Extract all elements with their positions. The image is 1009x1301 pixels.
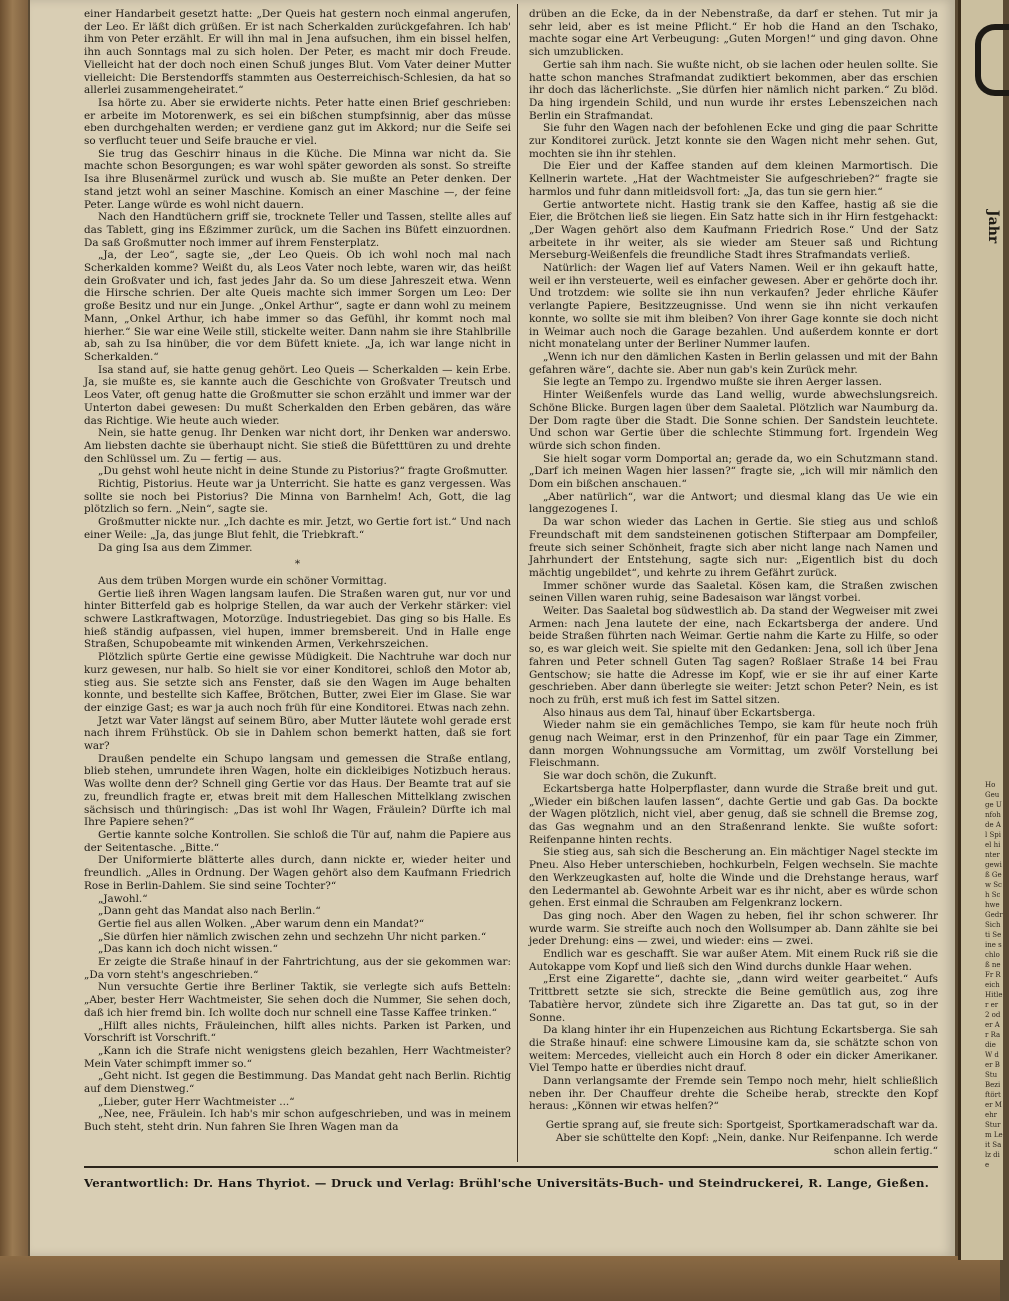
paragraph: „Du gehst wohl heute nicht in deine Stunde zu Pistorius?“ fragte Großmutter. bbox=[98, 465, 508, 478]
book-binding-bottom bbox=[0, 1256, 1000, 1301]
paragraph: Aus dem trüben Morgen wurde ein schöner Vormittag. bbox=[98, 574, 387, 587]
paragraph: Endlich war es geschafft. Sie war außer Atem. Mit einem Ruck riß sie die Autokappe vom Kopf und ließ sich den Wind durchs dunkle Haar wehen. bbox=[529, 948, 938, 973]
paragraph: „Jawohl.“ bbox=[98, 892, 148, 905]
paragraph: „Das kann ich doch nicht wissen.“ bbox=[98, 943, 278, 956]
section-separator: * bbox=[294, 558, 301, 571]
paragraph: Gertie kannte solche Kontrollen. Sie schloß die Tür auf, nahm die Papiere aus der Seitentasche. „Bitte.“ bbox=[84, 829, 511, 854]
paragraph: Sie hielt sogar vorm Domportal an; gerade da, wo ein Schutzmann stand. „Darf ich meinen Wagen hier lassen?“ fragte sie, „ich will mir nämlich den Dom ein bißchen anschauen.“ bbox=[529, 452, 938, 491]
paragraph: „Erst eine Zigarette“, dachte sie, „dann wird weiter gearbeitet.“ Aufs Trittbrett setzte sie sich, streckte die Beine gemütlich aus, zog ihre Tabatière hervor, zündete sich ihre Zigarette an. Das tat gut, so in der Sonne. bbox=[529, 973, 938, 1024]
paragraph: Isa stand auf, sie hatte genug gehört. Leo Queis — Scherkalden — kein Erbe. Ja, sie mußte es, sie kannte auch die Geschichte von Großvater Treutsch und Leos Vater, oft genug hatte die Großmutter sie schon erzählt und immer war der Unterton dabei gewesen: Du mußt Scherkalden den Erben gebären, das wäre das Richtige. Wie heute auch wieder. bbox=[84, 363, 511, 427]
story-column-left bbox=[84, 8, 511, 1134]
next-page-text-fragments: Ho Geuge Unfoh de Al Spiel hinter gewiß Gew Sch Schwe Gedr Sichti Seine schloß ne Fr Reich Hitler er 2 oder Ar Ra die W der B Stu Bezi ftörter Mehr Sturm Leit Salz die bbox=[985, 781, 1003, 1169]
paragraph: Die Eier und der Kaffee standen auf dem kleinen Marmortisch. Die Kellnerin wartete. „Hat der Wachtmeister Sie aufgeschrieben?“ fragte sie harmlos und fuhr dann mitleidsvoll fort: „Ja, das tun sie gern hier.“ bbox=[529, 160, 938, 198]
paragraph: Gertie sah ihm nach. Sie wußte nicht, ob sie lachen oder heulen sollte. Sie hatte schon manches Strafmandat zudiktiert bekommen, aber das erschien ihr doch das lächerlichste. „Sie dürfen hier nämlich nicht parken.“ Zu blöd. Da hing irgendein Schild, und nun wurde ihr erstes Lebenszeichen nach Berlin ein Strafmandat. bbox=[529, 58, 938, 122]
paragraph: Gertie fiel aus allen Wolken. „Aber warum denn ein Mandat?“ bbox=[98, 917, 425, 930]
paragraph: Weiter. Das Saaletal bog südwestlich ab. Da stand der Wegweiser mit zwei Armen: nach Jena lautete der eine, nach Eckartsberga der andere. Und beide Straßen führten nach Weimar. Gertie nahm die Karte zu Hilfe, so oder so, es war gleich weit. Sie spielte mit den Gedanken: Jena, soll ich über Jena fahren und Peter schnell Guten Tag sagen? Roßlaer Straße 14 bei Frau Gentschow; sie hatte die Adresse im Kopf, wie er sie ihr auf einer Karte geschrieben. Aber dann überlegte sie weiter: Jetzt schon Peter? Nein, es ist noch zu früh, erst muß ich fest im Sattel sitzen. bbox=[529, 605, 938, 706]
paragraph: Sie fuhr den Wagen nach der befohlenen Ecke und ging die paar Schritte zur Konditorei zurück. Jetzt konnte sie den Wagen nicht mehr sehen. Gut, mochten sie ihn ihr stehlen. bbox=[529, 122, 938, 160]
paragraph: „Wenn ich nur den dämlichen Kasten in Berlin gelassen und mit der Bahn gefahren wäre“, dachte sie. Aber nun gab's kein Zurück mehr. bbox=[529, 350, 938, 376]
paragraph: Natürlich: der Wagen lief auf Vaters Namen. Weil er ihn gekauft hatte, weil er ihn versteuerte, weil es einfacher gewesen. Aber er gehörte doch ihr. Und trotzdem: wie sollte sie ihn nun verkaufen? Jeder ehrliche Käufer verlangte Papiere, Besitzzeugnisse. Und wenn sie ihn nicht verkaufen konnte, wo sollte sie mit ihm bleiben? Von ihrer Gage konnte sie doch nicht in Weimar auch noch die Garage bezahlen. Und außerdem konnte er dort nicht monatelang unter der Berliner Nummer laufen. bbox=[529, 262, 938, 351]
paragraph: Draußen pendelte ein Schupo langsam und gemessen die Straße entlang, blieb stehen, umrundete ihren Wagen, holte ein dickleibiges Notizbuch heraus. Was wollte denn der? Schnell ging Gertie vor das Haus. Der Beamte trat auf sie zu, freundlich fragte er, etwas breit mit dem Halleschen Mittelklang zwischen sächsisch und thüringisch: „Das ist wohl Ihr Wagen, Fräulein? Dürfte ich mal Ihre Papiere sehen?“ bbox=[84, 752, 511, 829]
paragraph: Isa hörte zu. Aber sie erwiderte nichts. Peter hatte einen Brief geschrieben: er arbeite im Motorenwerk, es sei ein bißchen stumpfsinnig, aber das müsse eben durchgehalten werden; er verdiene ganz gut im Akkord; nur die Seife sei so verflucht teuer und Seife brauche er viel. bbox=[84, 96, 511, 148]
paragraph: Gertie antwortete nicht. Hastig trank sie den Kaffee, hastig aß sie die Eier, die Brötchen ließ sie liegen. Ein Satz hatte sich in ihr Hirn festgehackt: „Der Wagen gehört also dem Kaufmann Friedrich Rose.“ Und der Satz arbeitete in ihr weiter, als sie wieder am Steuer saß und Richtung Merseburg-Weißenfels die freundliche Stadt ihres Strafmandats verließ. bbox=[529, 198, 938, 262]
paragraph: Das ging noch. Aber den Wagen zu heben, fiel ihr schon schwerer. Ihr wurde warm. Sie streifte auch noch den Wollsumper ab. Dann zählte sie bei jeder Drehung: eins — zwei, und wieder: eins — zwei. bbox=[529, 909, 938, 948]
paragraph: Eckartsberga hatte Holperpflaster, dann wurde die Straße breit und gut. „Wieder ein bißchen laufen lassen“, dachte Gertie und gab Gas. Da bockte der Wagen plötzlich, nicht viel, aber genug, daß sie schnell die Bremse zog, das Gas wegnahm und an den Straßenrand lenkte. Sie wußte sofort: Reifenpanne hinten rechts. bbox=[529, 782, 938, 846]
paragraph: Sie stieg aus, sah sich die Bescherung an. Ein mächtiger Nagel steckte im Pneu. Also Heber unterschieben, hochkurbeln, Felgen wechseln. Sie machte den Werkzeugkasten auf, holte die Winde und die Drehstange heraus, warf den Ledermantel ab. Gewohnte Arbeit war es ihr nicht, aber es würde schon gehen. Erst einmal die Schrauben am Felgenkranz lockern. bbox=[529, 846, 938, 910]
paragraph: Der Uniformierte blätterte alles durch, dann nickte er, wieder heiter und freundlich. „Alles in Ordnung. Der Wagen gehört also dem Kaufmann Friedrich Rose in Berlin-Dahlem. Sie sind seine Tochter?“ bbox=[84, 854, 511, 892]
paragraph: Da war schon wieder das Lachen in Gertie. Sie stieg aus und schloß Freundschaft mit dem sandsteinenen gotischen Stifterpaar am Dompfeiler, freute sich seiner Schönheit, fragte sich aber nicht lange nach Namen und Jahrhundert der Entstehung, sagte sich nur: „Eigentlich bist du doch mächtig ungebildet“, und kehrte zu ihrem Gefährt zurück. bbox=[529, 516, 938, 579]
next-page-heading-fragment: Jahr bbox=[985, 210, 1001, 244]
next-page-masthead-fragment bbox=[975, 24, 1009, 96]
paragraph: Hinter Weißenfels wurde das Land wellig, wurde abwechslungsreich. Schöne Blicke. Burgen lagen über dem Saaletal. Plötzlich war Naumburg da. Der Dom ragte über die Stadt. Die Sonne schien. Der Sandstein leuchtete. Und schon war Gertie über die schlechte Stimmung fort. Irgendein Weg würde sich schon finden. bbox=[529, 389, 938, 452]
paragraph: Sie trug das Geschirr hinaus in die Küche. Die Minna war nicht da. Sie machte schon Besorgungen; es war wohl später geworden als sonst. So streifte Isa ihre Blusenärmel zurück und wusch ab. Sie mußte an Peter denken. Der stand jetzt wohl an seiner Maschine. Komisch an einer Maschine —, der feine Peter. Lange würde es wohl nicht dauern. bbox=[84, 147, 511, 211]
paragraph: Nach den Handtüchern griff sie, trocknete Teller und Tassen, stellte alles auf das Tablett, ging ins Eßzimmer zurück, um die Sachen ins Büfett einzuordnen. Da saß Großmutter noch immer auf ihrem Fensterplatz. bbox=[84, 211, 511, 249]
paragraph: „Kann ich die Strafe nicht wenigstens gleich bezahlen, Herr Wachtmeister? Mein Vater schimpft immer so.“ bbox=[84, 1044, 511, 1070]
paragraph: Er zeigte die Straße hinauf in der Fahrtrichtung, aus der sie gekommen war: „Da vorn steht's angeschrieben.“ bbox=[84, 956, 511, 981]
paragraph: drüben an die Ecke, da in der Nebenstraße, da darf er stehen. Tut mir ja sehr leid, aber es ist meine Pflicht.“ Er hob die Hand an den Tschako, machte sogar eine Art Verbeugung: „Guten Morgen!“ und ging davon. Ohne sich umzublicken. bbox=[529, 8, 938, 59]
paragraph: „Geht nicht. Ist gegen die Bestimmung. Das Mandat geht nach Berlin. Richtig auf dem Dienstweg.“ bbox=[84, 1070, 511, 1096]
column-divider bbox=[517, 4, 518, 1162]
paragraph: „Dann geht das Mandat also nach Berlin.“ bbox=[98, 905, 321, 918]
paragraph: Sie war doch schön, die Zukunft. bbox=[543, 770, 717, 783]
paragraph: Gertie ließ ihren Wagen langsam laufen. Die Straßen waren gut, nur vor und hinter Bitterfeld gab es holprige Stellen, da war auch der Verkehr stärker: viel schwere Lastkraftwagen, Motorzüge. Industriegebiet. Das ging so bis Halle. Es hieß ständig aufpassen, viel hupen, immer bremsbereit. Und in Halle enge Straßen, Schupobeamte mit winkenden Armen, Verkehrszeichen. bbox=[84, 587, 511, 651]
book-binding-left bbox=[0, 0, 28, 1301]
paragraph: Da klang hinter ihr ein Hupenzeichen aus Richtung Eckartsberga. Sie sah die Straße hinauf: eine schwere Limousine kam da, sie schätzte schon von weitem: Mercedes, vielleicht auch ein Horch 8 oder ein dicker Amerikaner. Viel Tempo hatte er überdies nicht drauf. bbox=[529, 1024, 938, 1075]
paragraph: „Sie dürfen hier nämlich zwischen zehn und sechzehn Uhr nicht parken.“ bbox=[98, 930, 487, 943]
paragraph: einer Handarbeit gesetzt hatte: „Der Queis hat gestern noch einmal angerufen, der Leo. Er läßt dich grüßen. Er ist nach Scherkalden zurückgefahren. Ich hab' ihm von Peter erzählt. Er will ihn mal in Jena aufsuchen, ihm ein bissel helfen, ihn auch Sonntags mal zu sich holen. Der Peter, es macht mir doch Freude. Vielleicht hat der doch noch einen Schuß junges Blut. Vom Vater deiner Mutter vielleicht: Die Berstendorffs stammten aus Oesterreichisch-Schlesien, da hat so allerlei zusammengeheiratet.“ bbox=[84, 8, 511, 97]
paragraph: Großmutter nickte nur. „Ich dachte es mir. Jetzt, wo Gertie fort ist.“ Und nach einer Weile: „Ja, das junge Blut fehlt, die Triebkraft.“ bbox=[84, 516, 511, 541]
paragraph: Plötzlich spürte Gertie eine gewisse Müdigkeit. Die Nachtruhe war doch nur kurz gewesen, nur halb. So hielt sie vor einer Konditorei, schloß den Motor ab, stieg aus. Sie setzte sich ans Fenster, daß sie den Wagen im Auge behalten konnte, und bestellte sich Kaffee, Brötchen, Butter, zwei Eier im Glase. Sie war der einzige Gast; es war ja auch noch früh für eine Konditorei. Etwas nach zehn. bbox=[84, 651, 511, 714]
imprint-footer: Verantwortlich: Dr. Hans Thyriot. — Druck und Verlag: Brühl'sche Universitäts-Buch- und Steindruckerei, R. Lange, Gießen. bbox=[84, 1176, 930, 1190]
next-page-edge bbox=[958, 0, 1003, 1260]
paragraph: Sie legte an Tempo zu. Irgendwo mußte sie ihren Aerger lassen. bbox=[543, 376, 882, 389]
paragraph: „Ja, der Leo“, sagte sie, „der Leo Queis. Ob ich wohl noch mal nach Scherkalden komme? Weißt du, als Leos Vater noch lebte, waren wir, das heißt dein Großvater und ich, fast jedes Jahr da. So um diese Jahreszeit etwa. Wenn die Hirsche schrien. Der alte Queis machte sich immer Sorgen um Leo: Der große Besitz und nur ein Junge. „Onkel Arthur“, sagte er dann wohl zu meinem Mann, „Onkel Arthur, ich habe immer so das Gefühl, ihr kommt noch mal hierher.“ Sie war eine Weile still, stickelte weiter. Dann nahm sie ihre Stahlbrille ab, sah zu Isa hinüber, die vor dem Büfett kniete. „Ja, ich war lange nicht in Scherkalden.“ bbox=[84, 249, 511, 363]
paragraph: Nun versuchte Gertie ihre Berliner Taktik, sie verlegte sich aufs Betteln: „Aber, bester Herr Wachtmeister, Sie sehen doch die Nummer, Sie sehen doch, daß ich hier fremd bin. Ich wollte doch nur schnell eine Tasse Kaffee trinken.“ bbox=[84, 981, 511, 1019]
paragraph: Dann verlangsamte der Fremde sein Tempo noch mehr, hielt schließlich neben ihr. Der Chauffeur drehte die Scheibe herab, streckte den Kopf heraus: „Können wir etwas helfen?“ bbox=[529, 1075, 938, 1113]
paragraph: Nein, sie hatte genug. Ihr Denken war nicht dort, ihr Denken war anderswo. Am liebsten dachte sie überhaupt nicht. Sie stieß die Büfetttüren zu und drehte den Schlüssel um. Zu — fertig — aus. bbox=[84, 427, 511, 465]
footer-divider bbox=[84, 1166, 938, 1168]
paragraph: Da ging Isa aus dem Zimmer. bbox=[98, 541, 253, 554]
paragraph: Also hinaus aus dem Tal, hinauf über Eckartsberga. bbox=[543, 706, 816, 719]
paragraph: „Lieber, guter Herr Wachtmeister ...“ bbox=[98, 1095, 295, 1108]
story-column-right bbox=[529, 8, 938, 1157]
paragraph: „Aber natürlich“, war die Antwort; und diesmal klang das Ue wie ein langgezogenes I. bbox=[529, 490, 938, 516]
paragraph: Richtig, Pistorius. Heute war ja Unterricht. Sie hatte es ganz vergessen. Was sollte sie noch bei Pistorius? Die Minna von Barnhelm! Ach, Gott, die lag plötzlich so fern. „Nein“, sagte sie. bbox=[84, 478, 511, 516]
paragraph: Immer schöner wurde das Saaletal. Kösen kam, die Straßen zwischen seinen Villen waren ruhig, seine Badesaison war längst vorbei. bbox=[529, 579, 938, 605]
paragraph: Jetzt war Vater längst auf seinem Büro, aber Mutter läutete wohl gerade erst nach ihrem Frühstück. Ob sie in Dahlem schon bemerkt hatten, daß sie fort war? bbox=[84, 714, 511, 753]
paragraph: Wieder nahm sie ein gemächliches Tempo, sie kam für heute noch früh genug nach Weimar, erst in den Prinzenhof, für ein paar Tage ein Zimmer, dann morgen Wohnungssuche am Vormittag, um zwölf Vorstellung bei Fleischmann. bbox=[529, 719, 938, 770]
paragraph: „Nee, nee, Fräulein. Ich hab's mir schon aufgeschrieben, und was in meinem Buch steht, steht drin. Nun fahren Sie Ihren Wagen man da bbox=[84, 1108, 511, 1134]
continuation-note: Gertie sprang auf, sie freute sich: Sportgeist, Sportkameradschaft war da. Aber sie schüttelte den Kopf: „Nein, danke. Nur Reifenpanne. Ich werde schon allein fertig.“ bbox=[545, 1119, 938, 1157]
paragraph: „Hilft alles nichts, Fräuleinchen, hilft alles nichts. Parken ist Parken, und Vorschrift ist Vorschrift.“ bbox=[84, 1019, 511, 1045]
